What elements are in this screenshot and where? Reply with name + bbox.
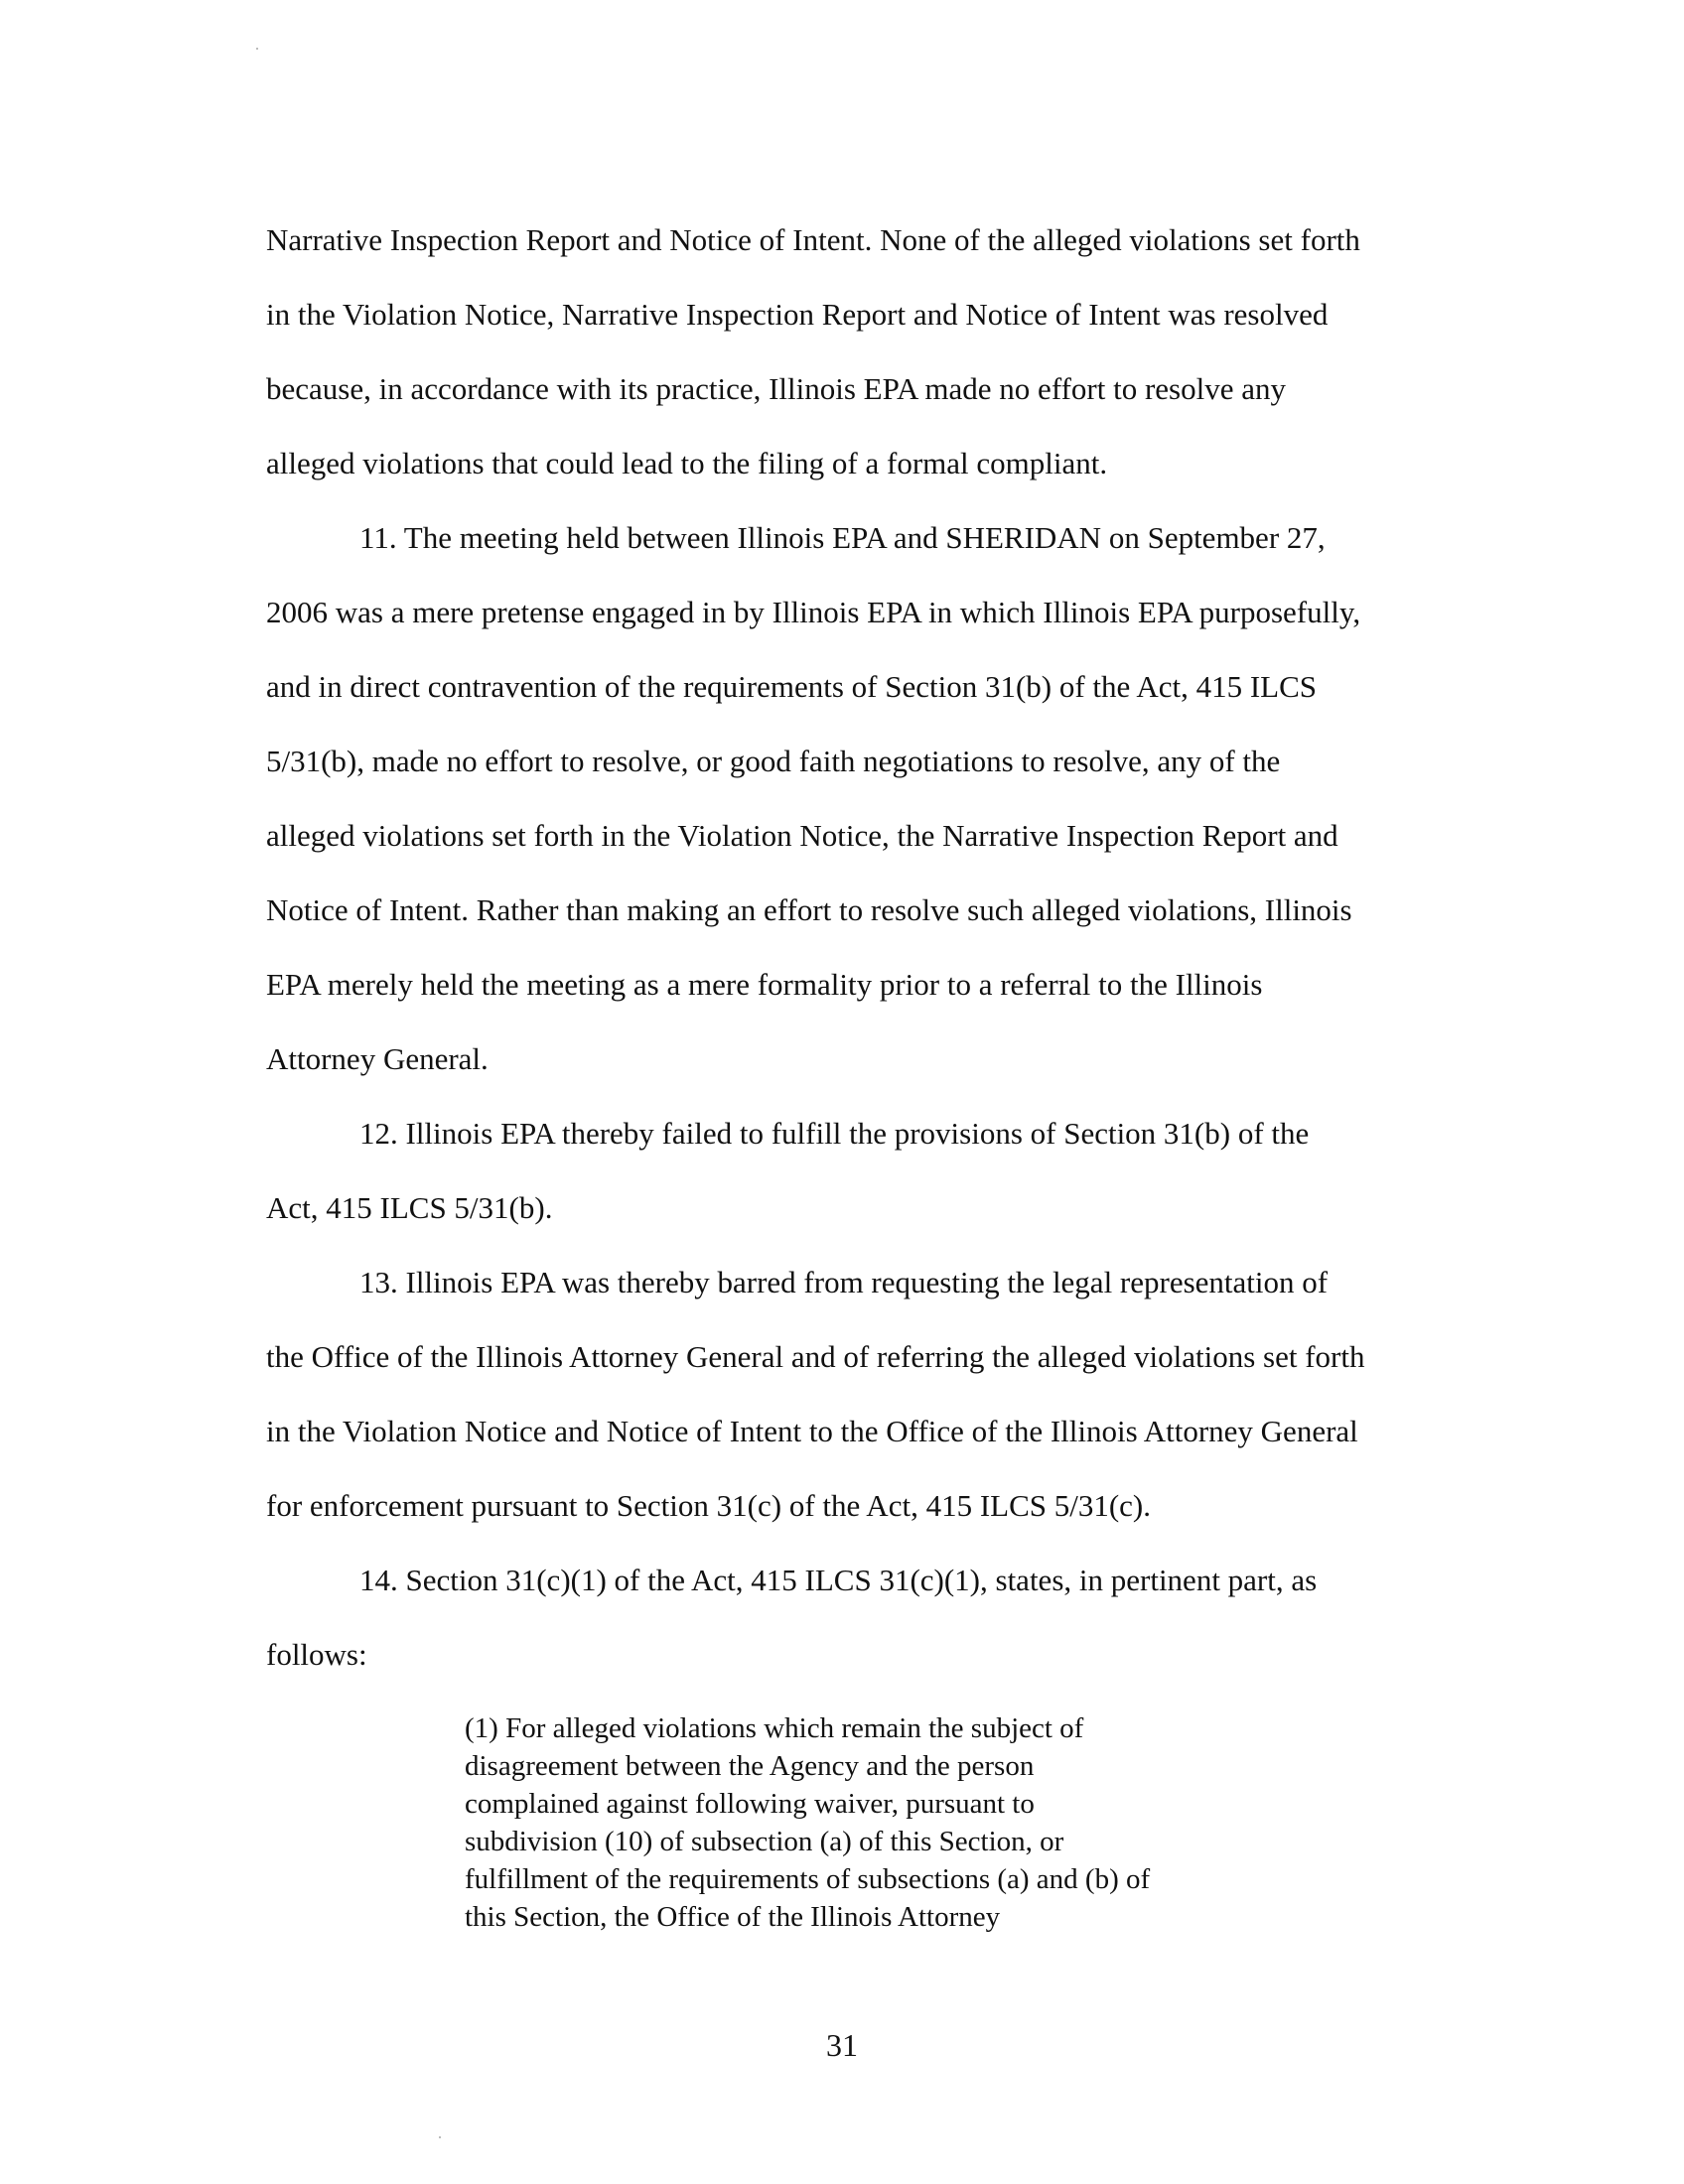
page-number: 31 xyxy=(826,2027,858,2063)
quote-line: this Section, the Office of the Illinois Attorney xyxy=(465,1901,1001,1933)
scan-speck xyxy=(256,48,258,50)
quote-line: (1) For alleged violations which remain the subject of xyxy=(465,1712,1084,1744)
text-line: the Office of the Illinois Attorney General and of referring the alleged violations set forth xyxy=(266,1339,1365,1374)
text-line: in the Violation Notice, Narrative Inspection Report and Notice of Intent was resolved xyxy=(266,297,1329,332)
quote-line: subdivision (10) of subsection (a) of this Section, or xyxy=(465,1826,1064,1857)
quote-line: complained against following waiver, pursuant to xyxy=(465,1788,1035,1820)
quote-line: disagreement between the Agency and the person xyxy=(465,1750,1035,1782)
text-line: Act, 415 ILCS 5/31(b). xyxy=(266,1190,553,1225)
text-line: 5/31(b), made no effort to resolve, or good faith negotiations to resolve, any of the xyxy=(266,744,1281,778)
text-line: for enforcement pursuant to Section 31(c) of the Act, 415 ILCS 5/31(c). xyxy=(266,1488,1152,1523)
text-line: alleged violations that could lead to the filing of a formal compliant. xyxy=(266,446,1108,480)
text-line: and in direct contravention of the requirements of Section 31(b) of the Act, 415 ILCS xyxy=(266,669,1318,704)
text-line: Narrative Inspection Report and Notice of Intent. None of the alleged violations set forth xyxy=(266,222,1360,257)
text-line: Attorney General. xyxy=(266,1041,489,1076)
paragraph-14-start: 14. Section 31(c)(1) of the Act, 415 ILCS 31(c)(1), states, in pertinent part, as xyxy=(359,1563,1318,1597)
text-line: 2006 was a mere pretense engaged in by Illinois EPA in which Illinois EPA purposefully, xyxy=(266,595,1361,629)
text-line: because, in accordance with its practice, Illinois EPA made no effort to resolve any xyxy=(266,371,1286,406)
text-line: alleged violations set forth in the Violation Notice, the Narrative Inspection Report and xyxy=(266,818,1338,853)
paragraph-13-start: 13. Illinois EPA was thereby barred from requesting the legal representation of xyxy=(359,1265,1329,1299)
text-line: follows: xyxy=(266,1637,367,1672)
scan-speck xyxy=(439,2136,441,2138)
quote-line: fulfillment of the requirements of subsections (a) and (b) of xyxy=(465,1863,1151,1895)
text-line: in the Violation Notice and Notice of Intent to the Office of the Illinois Attorney General xyxy=(266,1414,1358,1448)
text-line: EPA merely held the meeting as a mere formality prior to a referral to the Illinois xyxy=(266,967,1263,1002)
paragraph-11-start: 11. The meeting held between Illinois EPA and SHERIDAN on September 27, xyxy=(359,520,1326,555)
text-line: Notice of Intent. Rather than making an effort to resolve such alleged violations, Illinois xyxy=(266,892,1352,927)
paragraph-12-start: 12. Illinois EPA thereby failed to fulfill the provisions of Section 31(b) of the xyxy=(359,1116,1310,1151)
